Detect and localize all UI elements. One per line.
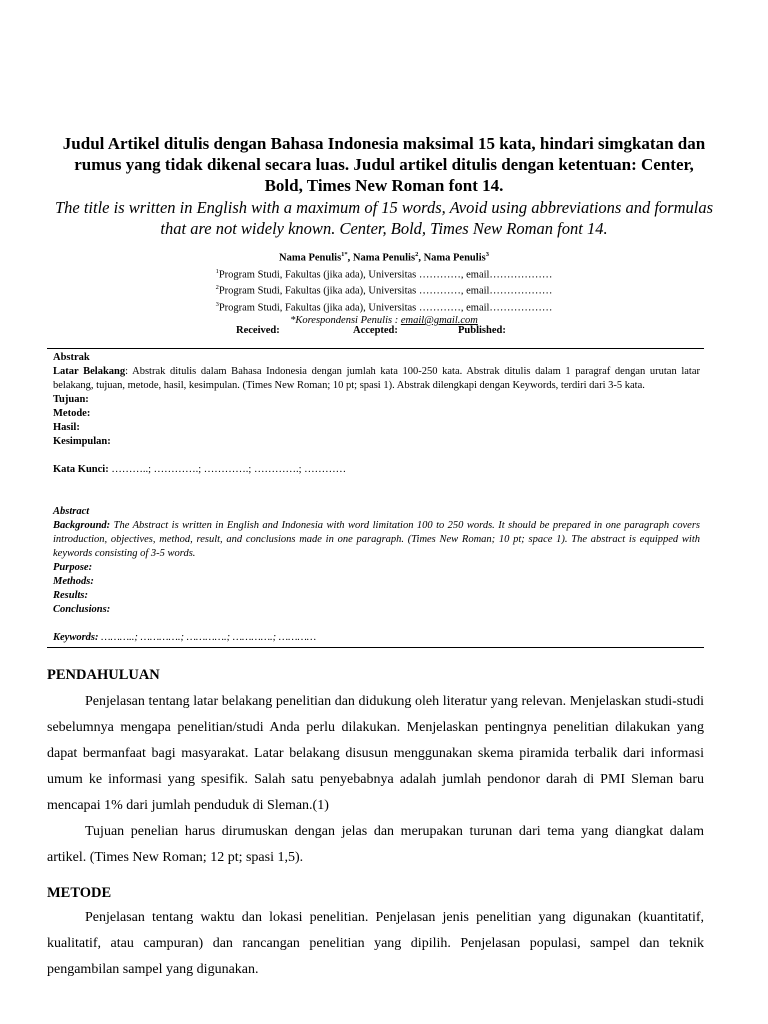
latar-belakang-text: : Abstrak ditulis dalam Bahasa Indonesia dengan jumlah kata 100-250 kata. Abstrak ditulis dalam 1 paragraf dengan urutan latar belakang, tujuan, metode, hasil, kesimpulan. (Times New Roman; 10 pt; spasi 1). Abstrak dilengkapi dengan Keywords, terdiri dari 3-5 kata. — [53, 366, 700, 391]
latar-belakang-label: Latar Belakang — [53, 366, 126, 377]
metode-body — [47, 905, 704, 983]
author-1: Nama Penulis — [279, 252, 342, 264]
author-2: Nama Penulis — [352, 252, 416, 264]
keywords-value: ………..; ………….; ………….; ………….; ………… — [98, 632, 317, 643]
latar-belakang-paragraph — [53, 365, 700, 393]
affiliation-2-sup: 2 — [215, 284, 219, 291]
author-names — [60, 248, 708, 265]
pendahuluan-paragraph-1: Penjelasan tentang latar belakang penelitian dan didukung oleh literatur yang relevan. Menjelaskan studi-studi sebelumnya mengapa penelitian/studi Anda perlu dilakukan. Menjelaskan pentingnya penelitian dilakukan yang dapat bermanfaat bagi masyarakat. Latar belakang disusun menggunakan skema piramida terbalik dari informasi umum ke informasi yang spesifik. Salah satu penyebabnya adalah jumlah pendonor darah di PMI Sleman baru mencapai 1% dari jumlah penduduk di Sleman.(1) — [47, 694, 704, 813]
author-2-sup: 2 — [415, 251, 419, 258]
background-paragraph — [53, 519, 700, 561]
abstrak-indonesian — [53, 351, 700, 477]
hasil-label: Hasil: — [53, 422, 80, 433]
abstract-english — [53, 505, 700, 645]
author-3-sup: 3 — [485, 251, 489, 258]
title-english: The title is written in English with a maximum of 15 words, Avoid using abbreviations and formulas that are not widely known. Center, Bold, Times New Roman font 14. — [54, 198, 714, 238]
affiliation-3 — [60, 298, 708, 315]
keywords-line — [53, 631, 700, 645]
kata-kunci-label: Kata Kunci: — [53, 464, 109, 475]
metode-heading: METODE — [47, 885, 112, 901]
kata-kunci-value: ………..; ………….; ………….; ………….; ………… — [108, 464, 347, 475]
tujuan-label: Tujuan: — [53, 394, 89, 405]
purpose-label: Purpose: — [53, 562, 93, 573]
abstrak-heading: Abstrak — [53, 352, 90, 363]
author-1-sup: 1* — [341, 251, 348, 258]
affiliation-3-sup: 3 — [215, 300, 219, 308]
pendahuluan-paragraph-2: Tujuan penelian harus dirumuskan dengan jelas dan merupakan turunan dari tema yang diangkat dalam artikel. (Times New Roman; 12 pt; spasi 1,5). — [47, 824, 704, 865]
author-3: Nama Penulis — [423, 252, 486, 264]
kesimpulan-label: Kesimpulan: — [53, 436, 111, 447]
methods-label: Methods: — [53, 576, 94, 587]
title-indonesian: Judul Artikel ditulis dengan Bahasa Indonesia maksimal 15 kata, hindari simgkatan dan rumus yang tidak dikenal secara luas. Judul artikel ditulis dengan ketentuan: Center, Bold, Times New Roman font 14. — [62, 134, 706, 195]
metode-label: Metode: — [53, 408, 91, 419]
author-separator: , — [347, 252, 353, 264]
correspondence-label: *Korespondensi Penulis : — [290, 315, 401, 326]
author-block — [60, 248, 708, 327]
metode-paragraph-1: Penjelasan tentang waktu dan lokasi penelitian. Penjelasan jenis penelitian yang digunakan (kuantitatif, kualitatif, atau campuran) dan rancangan penelitian yang dipilih. Penjelasan populasi, sampel dan teknik pengambilan sampel yang digunakan. — [47, 910, 704, 977]
results-label: Results: — [53, 590, 89, 601]
affiliation-2 — [60, 281, 708, 298]
background-text: The Abstract is written in English and Indonesia with word limitation 100 to 250 words. It should be prepared in one paragraph covers introduction, objectives, method, result, and conclusions made in one paragraph. (Times New Roman; 10 pt; space 1). The abstract is equipped with keywords consisting of 3-5 words. — [53, 520, 700, 559]
received-label: Received: — [236, 325, 280, 336]
correspondence-email-link[interactable]: email@gmail.com — [400, 315, 478, 326]
affiliation-1 — [60, 265, 708, 282]
kata-kunci-line — [53, 463, 700, 477]
background-label: Background: — [53, 520, 111, 531]
affiliation-1-text: Program Studi, Fakultas (jika ada), Universitas …………, email……………… — [218, 269, 553, 280]
author-separator: , — [418, 252, 424, 264]
abstract-heading: Abstract — [53, 506, 90, 517]
accepted-label: Accepted: — [353, 325, 398, 336]
pendahuluan-body — [47, 689, 704, 871]
abstract-box — [47, 348, 704, 648]
affiliation-3-text: Program Studi, Fakultas (jika ada), Universitas …………, email……………… — [218, 302, 553, 313]
keywords-label: Keywords: — [53, 632, 99, 643]
affiliation-2-text: Program Studi, Fakultas (jika ada), Universitas …………, email……………… — [218, 285, 553, 297]
affiliation-1-sup: 1 — [215, 267, 219, 275]
conclusions-label: Conclusions: — [53, 604, 111, 615]
published-label: Published: — [458, 325, 506, 336]
pendahuluan-heading: PENDAHULUAN — [47, 667, 160, 683]
